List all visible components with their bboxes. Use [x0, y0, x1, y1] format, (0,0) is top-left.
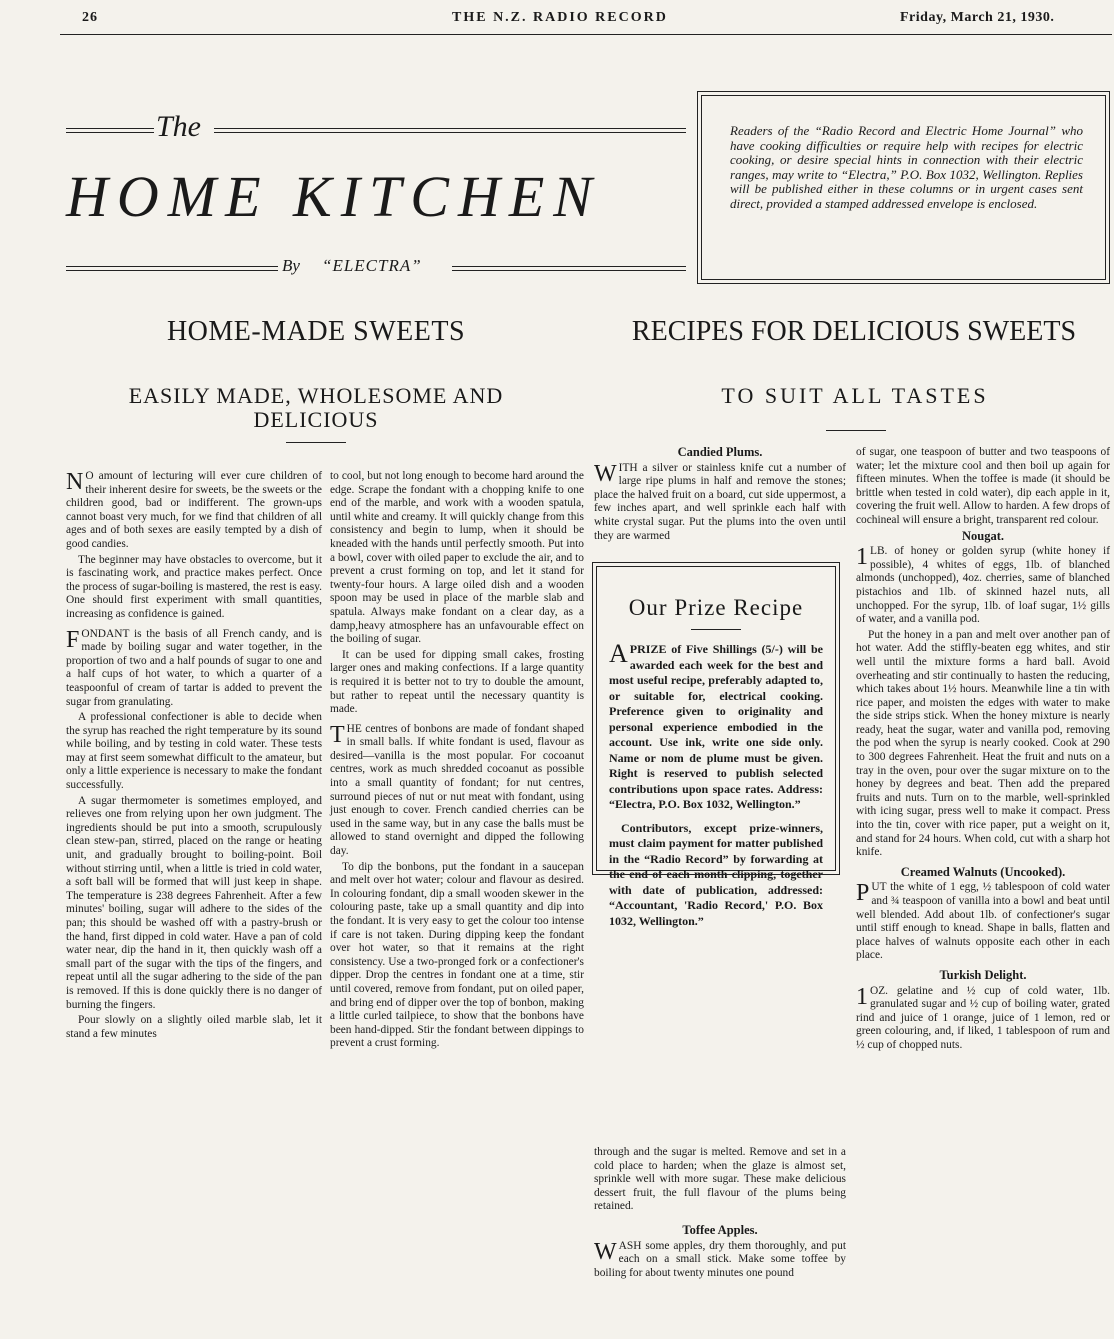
header-rule — [60, 34, 1112, 35]
prize-body — [609, 639, 823, 929]
left-head-separator — [286, 442, 346, 443]
paragraph: N O amount of lecturing will ever cure children of their inherent desire for sweets, be the sweets or the children good, bad or indifferent. The grown-ups cannot boast very much, for we find that children of all ages and of both sexes are easily tempted by a dish of good candies. — [66, 469, 322, 550]
paragraph: FONDANT is the basis of all French candy, and is made by boiling sugar and water together, in the proportion of two and a half pounds of sugar to one and a half cups of hot water, to which a quarter of a teaspoonful of cream of tartar is added to prevent the sugar from granulating. — [66, 626, 322, 708]
drop-cap: T — [330, 721, 345, 748]
paragraph: WITH a silver or stainless knife cut a number of large ripe plums in half and remove the stones; place the halved fruit on a board, cut side uppermost, a few inches apart, and well sprinkle each half with white crystal sugar. Put the plums into the oven until they are warmed — [594, 460, 846, 542]
recipe-title-candied-plums: Candied Plums. — [677, 445, 763, 459]
masthead-rule-right — [214, 128, 686, 133]
byline-label: By — [282, 256, 300, 275]
recipe-title-toffee-apples: Toffee Apples. — [682, 1222, 758, 1237]
column-4 — [856, 446, 1110, 1055]
masthead-title: HOME KITCHEN — [66, 164, 601, 229]
readers-notice-text: Readers of the “Radio Record and Electric Home Journal” who have cooking difficulties or require help with recipes for electric cooking, or desire special hints in connection with their electric ranges, may write to “Electra,” P.O. Box 1032, Wellington. Replies will be published either in these columns or in urgent cases sent direct, provided a stamped addressed envelope is enclosed. — [730, 123, 1083, 211]
paragraph: 1 LB. of honey or golden syrup (white honey if possible), 4 whites of eggs, 1lb. of blanched almonds (unchopped), 4oz. cherries, same of blanched pistachios and 1lb. of skinned hazel nuts, all unchopped. For the syrup, 1lb. of loaf sugar, 1½ gills of water, and a vanilla pod. — [856, 544, 1110, 626]
recipe-title-creamed-walnuts: Creamed Walnuts (Uncooked). — [900, 864, 1066, 879]
drop-cap: 1 — [856, 544, 868, 571]
paragraph: through and the sugar is melted. Remove and set in a cold place to harden; when the glaze is almost set, sprinkle well with more sugar. These make delicious dessert fruit, the full flavour of the plums being retained. — [594, 1146, 846, 1213]
masthead-rule-left — [66, 128, 154, 133]
paragraph: Pour slowly on a slightly oiled marble slab, let it stand a few minutes — [66, 1014, 322, 1040]
paragraph: APRIZE of Five Shillings (5/-) will be awarded each week for the best and most useful recipe, preferably adapted to, or suitable for, electrical cooking. Preference given to originality and personal experience embodied in the account. Use ink, write one side only. Name or nom de plume must be given. Right is reserved to publish selected contributions upon space rates. Address: “Electra, P.O. Box 1032, Wellington.” — [609, 639, 823, 811]
column-2 — [330, 470, 584, 1053]
right-headline: RECIPES FOR DELICIOUS SWEETS — [631, 316, 1077, 347]
page-number: 26 — [82, 10, 98, 25]
drop-cap: F — [66, 626, 80, 653]
paragraph: It can be used for dipping small cakes, frosting larger ones and making confections. If a large quantity is required it is better not to try to double the amount, but rather to repeat until the necessary quantity is made. — [330, 648, 584, 716]
drop-cap: N — [66, 469, 84, 495]
paragraph: Contributors, except prize-winners, must claim payment for matter published in the “Radio Record” by forwarding at the end of each month clipping, together with date of publication, addressed: “Accountant, 'Radio Record,' P.O. Box 1032, Wellington.” — [609, 820, 823, 928]
prize-recipe-box — [596, 566, 836, 928]
issue-date: Friday, March 21, 1930. — [900, 10, 1055, 25]
paragraph: of sugar, one teaspoon of butter and two teaspoons of water; let the mixture cool and then boil up again for fifteen minutes. When the toffee is made (it should be brittle when tested in cold water), dip each apple in it, covering the fruit well. Allow to harden. A few drops of cochineal will ensure a bright, transparent red colour. — [856, 446, 1110, 526]
paragraph: Put the honey in a pan and melt over another pan of hot water. Add the stiffly-beaten egg whites, and stir well until the mixture forms a hard ball. Avoid overheating and stir continually to hasten the reducing, which takes about 1½ hours. Meanwhile line a tin with rice paper, and moisten the edges with water to make the side strips stick. When the honey mixture is nearly ready, heat the sugar, water and vanilla pod, removing the pod when the syrup is nearly cooked. Cook at 290 to 300 degrees Fahrenheit. Heat the fruit and nuts on a tray in the oven, pour over the sugar mixture on to the honey by degrees and beat. Then add the prepared fruits and nuts. Turn on to the marble, well-sprinkled with icing sugar, press well to make it compact. Press into the tin, cover with rice paper, put a weight on it, and stand for 24 hours. When cold, cut with a sharp hot knife. — [856, 628, 1110, 859]
column-3-bottom — [594, 1146, 846, 1282]
paragraph: To dip the bonbons, put the fondant in a saucepan and melt over hot water; colour and flavour as desired. In colouring fondant, dip a small wooden skewer in the colouring paste, take up a small quantity and dip into the fondant. It is very easy to get the colour too intense if care is not taken. During dipping keep the fondant over hot water, so that it remains at the right consistency. Use a two-pronged fork or a confectioner's dipper. Drop the centres in fondant one at a time, stir until covered, remove from fondant, put on oiled paper, and bring end of dipper over the top of bonbon, making a little curled tailpiece, to show that the bonbons have been hand-dipped. Stir the fondant between dippings to prevent a crust forming. — [330, 860, 584, 1050]
paragraph: The beginner may have obstacles to overcome, but it is fascinating work, and practice makes perfect. Once the process of sugar-boiling is mastered, the rest is easy. One should first experiment with small quantities, increasing as confidence is gained. — [66, 553, 322, 620]
masthead-the: The — [156, 110, 201, 143]
paragraph: A sugar thermometer is sometimes employed, and relieves one from relying upon her own judgment. The ingredients should be put into a smooth, scrupulously clean stew-pan, stirred, placed on the range or heating unit, and gradually brought to boiling-point. Boil without stirring until, when a little is tried in cold water, a soft ball will be formed that will just keep in shape. The temperature is 238 degrees Fahrenheit. After a few minutes' boiling, sugar will adhere to the sides of the pan; this should be washed off with a pastry-brush or the hand, first dipped in cold water. Have a pan of cold water near, dip the hand in it, then quickly wash off a small part of the sugar with the tips of the fingers, and repeat until all the sugar adhering to the side of the pan is removed. If this is done quickly there is no danger of burning the fingers. — [66, 794, 322, 1011]
paragraph: to cool, but not long enough to become hard around the edge. Scrape the fondant with a chopping knife to one end of the marble, and work with a wooden spatula, until white and creamy. It will quickly change from this consistency and begin to lump, when it should be kneaded with the hands until perfectly smooth. Put into a bowl, cover with oiled paper to exclude the air, and to prevent a crust forming on top, and let it stand for twenty-four hours. A large oiled dish and a wooden spoon may be used in place of the marble slab and spatula. Always make fondant on a clear day, as a damp,heavy atmosphere has an unfavourable effect on the boiling of sugar. — [330, 470, 584, 646]
prize-title: Our Prize Recipe — [628, 595, 804, 620]
left-headline: HOME-MADE SWEETS — [166, 316, 466, 347]
paragraph: A professional confectioner is able to decide when the syrup has reached the right temperature by its sound while boiling, and by testing in cold water. These tests may at first seem somewhat difficult to the amateur, but only a little experience is necessary to make the fondant successfully. — [66, 711, 322, 792]
paragraph: 1 OZ. gelatine and ½ cup of cold water, 1lb. granulated sugar and ½ cup of boiling water, grated rind and juice of 1 orange, juice of 1 lemon, red or green colouring, and, if liked, 1 tablespoon of rum and ½ cup of chopped nuts. — [856, 983, 1110, 1051]
drop-cap: W — [594, 1238, 617, 1265]
column-1 — [66, 470, 322, 1043]
right-head-separator — [826, 430, 886, 431]
prize-separator — [691, 629, 741, 630]
publication-title: THE N.Z. RADIO RECORD — [452, 10, 668, 25]
drop-cap: P — [856, 880, 870, 907]
byline-author: “ELECTRA” — [322, 256, 422, 275]
column-3-top — [594, 446, 846, 545]
drop-cap: W — [594, 460, 617, 487]
right-subheadline: TO SUIT ALL TASTES — [721, 383, 989, 408]
paragraph: WASH some apples, dry them thoroughly, and put each on a small stick. Make some toffee by boiling for about twenty minutes one pound — [594, 1238, 846, 1279]
paragraph: PUT the white of 1 egg, ½ tablespoon of cold water and ¾ teaspoon of vanilla into a bowl and beat until well blended. Add about 1lb. of confectioner's sugar until stiff enough to knead. Shape in balls, flatten and place halves of walnuts opposite each other in each place. — [856, 880, 1110, 962]
paragraph: THE centres of bonbons are made of fondant shaped in small balls. If white fondant is used, flavour as desired—vanilla is the most popular. For cocoanut centres, work as much shredded cocoanut as possible into a small quantity of fondant; for nut centres, surround pieces of nut or nut meat with fondant, using just enough to cover. French candied cherries can be used in the same way, but in any case the balls must be allowed to stand overnight and dipped the following day. — [330, 721, 584, 858]
left-subheadline: EASILY MADE, WHOLESOME AND DELICIOUS — [128, 383, 504, 432]
byline-rule-right — [452, 266, 686, 271]
recipe-title-turkish-delight: Turkish Delight. — [939, 967, 1027, 982]
drop-cap: A — [609, 639, 628, 668]
recipe-title-nougat: Nougat. — [961, 528, 1005, 543]
drop-cap: 1 — [856, 983, 868, 1010]
readers-notice-box — [701, 95, 1106, 280]
byline-rule-left — [66, 266, 278, 271]
